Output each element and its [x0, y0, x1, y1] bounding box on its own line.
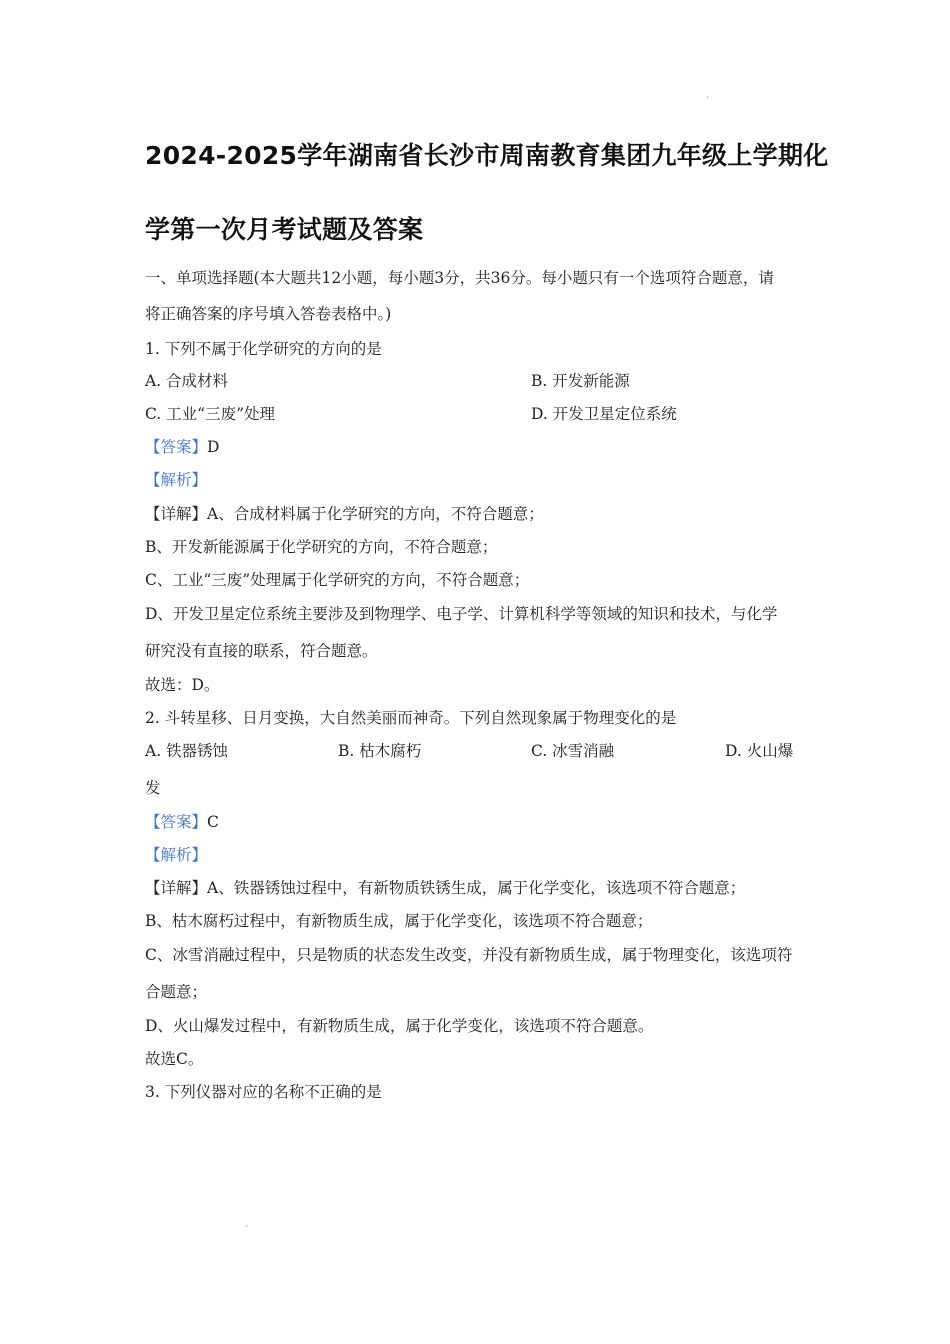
- bottom-dot-mark: `: [245, 1225, 249, 1234]
- section-heading-line2: 将正确答案的序号填入答卷表格中。): [145, 305, 392, 323]
- q2-answer-value: C: [207, 813, 219, 831]
- q1-detail-line2: B、开发新能源属于化学研究的方向，不符合题意；: [145, 538, 498, 556]
- q1-conclusion: 故选：D。: [145, 676, 220, 694]
- q1-detail-text: A、合成材料属于化学研究的方向，不符合题意；: [207, 505, 544, 523]
- q1-option-b: B. 开发新能源: [531, 372, 630, 390]
- q2-option-d: D. 火山爆: [725, 742, 794, 760]
- q2-detail-text: A、铁器锈蚀过程中，有新物质铁锈生成，属于化学变化，该选项不符合题意；: [207, 879, 746, 897]
- q3-stem: 3. 下列仪器对应的名称不正确的是: [145, 1083, 382, 1101]
- detail-tag: 【详解】: [145, 879, 208, 897]
- q2-detail-line2: B、枯木腐朽过程中，有新物质生成，属于化学变化，该选项不符合题意；: [145, 912, 653, 930]
- q1-option-c: C. 工业“三废”处理: [145, 405, 276, 423]
- q1-answer: [145, 435, 219, 457]
- q2-stem: 2. 斗转星移、日月变换，大自然美丽而神奇。下列自然现象属于物理变化的是: [145, 709, 677, 727]
- q2-detail-line3: C、冰雪消融过程中，只是物质的状态发生改变，并没有新物质生成，属于物理变化，该选项符: [145, 946, 793, 964]
- page-title-line1: 2024-2025学年湖南省长沙市周南教育集团九年级上学期化: [145, 141, 829, 170]
- page-title-line2: 学第一次月考试题及答案: [145, 215, 424, 244]
- q1-detail-line1: [145, 502, 544, 524]
- section-heading-line1: 一、单项选择题(本大题共12小题，每小题3分，共36分。每小题只有一个选项符合题意，请: [145, 269, 774, 287]
- q2-answer: [145, 810, 219, 832]
- q2-option-d-wrap: 发: [145, 779, 161, 797]
- q1-answer-value: D: [207, 438, 220, 456]
- q2-option-c: C. 冰雪消融: [531, 742, 615, 760]
- q2-analysis-tag: 【解析】: [145, 846, 208, 864]
- detail-tag: 【详解】: [145, 505, 208, 523]
- q2-detail-line1: [145, 876, 745, 898]
- q1-option-d: D. 开发卫星定位系统: [531, 405, 677, 423]
- top-dot-mark: `: [706, 96, 710, 105]
- q1-detail-line4: D、开发卫星定位系统主要涉及到物理学、电子学、计算机科学等领域的知识和技术，与化学: [145, 605, 778, 623]
- q1-detail-line3: C、工业“三废”处理属于化学研究的方向，不符合题意；: [145, 571, 530, 589]
- q2-detail-line5: D、火山爆发过程中，有新物质生成，属于化学变化，该选项不符合题意。: [145, 1017, 654, 1035]
- q1-analysis-tag: 【解析】: [145, 471, 208, 489]
- q2-option-b: B. 枯木腐朽: [338, 742, 422, 760]
- q1-option-a: A. 合成材料: [145, 372, 229, 390]
- q1-stem: 1. 下列不属于化学研究的方向的是: [145, 340, 382, 358]
- q2-detail-line4: 合题意；: [145, 983, 208, 1001]
- q1-detail-line5: 研究没有直接的联系，符合题意。: [145, 642, 378, 660]
- q2-option-a: A. 铁器锈蚀: [145, 742, 229, 760]
- q2-conclusion: 故选C。: [145, 1050, 204, 1068]
- answer-tag: 【答案】: [145, 438, 208, 456]
- answer-tag: 【答案】: [145, 813, 208, 831]
